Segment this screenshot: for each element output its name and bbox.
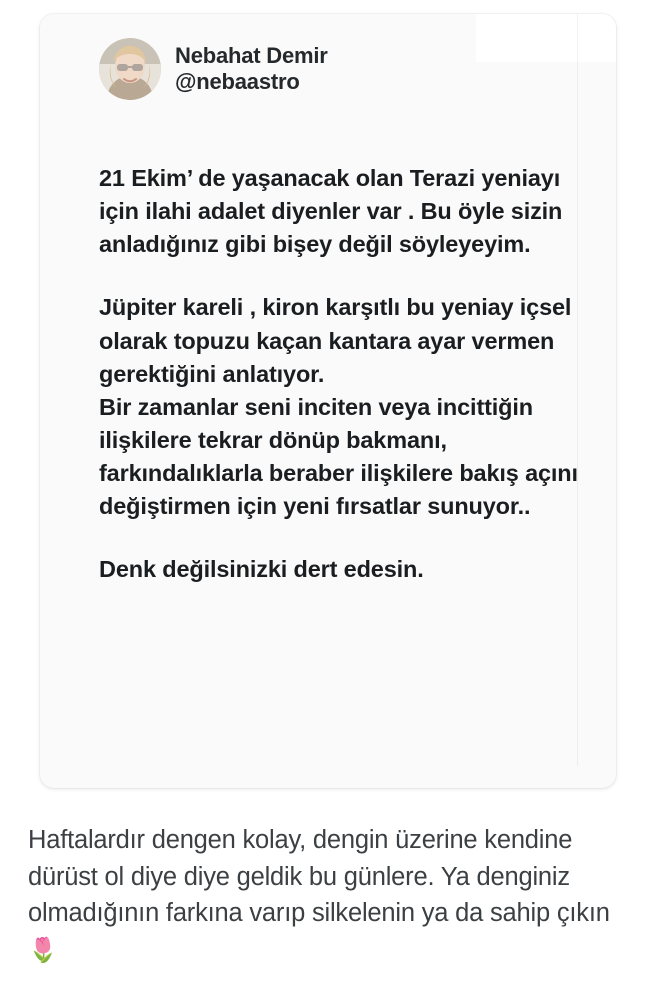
author-handle: @nebaastro	[175, 69, 300, 94]
tweet-paragraph: Jüpiter kareli , kiron karşıtlı bu yeniay içsel olarak topuzu kaçan kantara ayar vermen gerektiğini anlatıyor.	[99, 294, 572, 387]
tweet-card[interactable]	[40, 14, 616, 788]
caption-block	[28, 822, 632, 969]
tulip-icon: 🌷	[28, 937, 58, 965]
tweet-text	[99, 162, 589, 586]
caption-text: Haftalardır dengen kolay, dengin üzerine kendine dürüst ol diye diye geldik bu günlere. Ya denginiz olmadığının farkına varıp silkelenin ya da sahip çıkın	[28, 826, 610, 928]
tweet-paragraph: Bir zamanlar seni inciten veya incittiğin ilişkilere tekrar dönüp bakmanı, farkındalıklarla beraber ilişkilere bakış açını değiştirmen için yeni fırsatlar sunuyor..	[99, 393, 578, 520]
tweet-header	[99, 38, 328, 100]
author-names	[175, 43, 328, 95]
card-top-right-panel	[476, 14, 616, 62]
avatar[interactable]	[99, 38, 161, 100]
author-display-name: Nebahat Demir	[175, 43, 328, 69]
tweet-paragraph: Denk değilsinizki dert edesin.	[99, 556, 424, 583]
tweet-paragraph: 21 Ekim’ de yaşanacak olan Terazi yeniayı için ilahi adalet diyenler var . Bu öyle sizin anladığınız gibi bişey değil söyleyeyim.	[99, 165, 563, 258]
